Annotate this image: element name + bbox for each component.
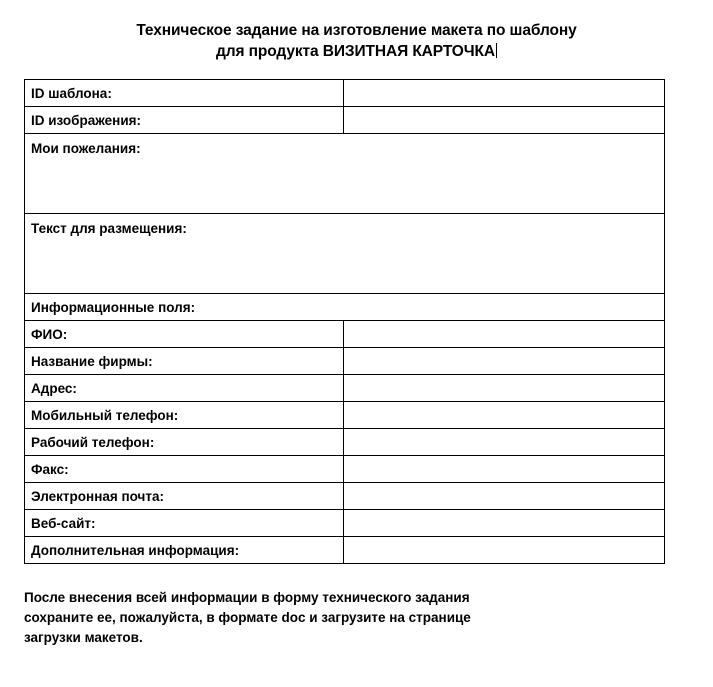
row-label-email <box>25 483 344 510</box>
row-value-text <box>344 375 664 381</box>
row-value-text <box>344 483 664 489</box>
row-value-template-id[interactable] <box>344 80 665 107</box>
table-row <box>25 348 665 375</box>
row-label-company-name <box>25 348 344 375</box>
row-label-template-id <box>25 80 344 107</box>
row-value-text <box>344 402 664 408</box>
row-label-text: ID шаблона: <box>31 86 112 101</box>
row-value-fax[interactable] <box>344 456 665 483</box>
row-value-website[interactable] <box>344 510 665 537</box>
row-value-full-name[interactable] <box>344 321 665 348</box>
row-label-additional-info <box>25 537 344 564</box>
row-value-work-phone[interactable] <box>344 429 665 456</box>
row-value-text <box>344 429 664 435</box>
row-label-text: Рабочий телефон: <box>31 435 155 450</box>
row-label-text: Название фирмы: <box>31 354 153 369</box>
specification-table-body <box>25 80 665 564</box>
row-label-full-name <box>25 321 344 348</box>
row-label-fax <box>25 456 344 483</box>
table-row <box>25 537 665 564</box>
row-label-text: Мобильный телефон: <box>31 408 179 423</box>
row-label-text: ФИО: <box>31 327 68 342</box>
row-label-website <box>25 510 344 537</box>
table-row <box>25 375 665 402</box>
table-row <box>25 214 665 294</box>
instructions-line-2: сохраните ее, пожалуйста, в формате doc и загрузите на странице <box>24 610 471 625</box>
row-value-text <box>344 456 664 462</box>
table-row <box>25 134 665 214</box>
table-row <box>25 107 665 134</box>
submission-instructions <box>24 588 674 648</box>
row-label-text: ID изображения: <box>31 113 141 128</box>
table-row <box>25 294 665 321</box>
row-value-address[interactable] <box>344 375 665 402</box>
table-row <box>25 402 665 429</box>
specification-table <box>24 79 665 564</box>
row-section-info-fields <box>25 294 665 321</box>
row-value-text <box>344 107 664 113</box>
page-title-line-1: Техническое задание на изготовление макета по шаблону <box>136 22 577 39</box>
row-value-text <box>344 510 664 516</box>
row-label-work-phone <box>25 429 344 456</box>
row-label-text: Факс: <box>31 462 69 477</box>
row-value-email[interactable] <box>344 483 665 510</box>
table-row <box>25 80 665 107</box>
row-label-image-id <box>25 107 344 134</box>
row-label-text: Адрес: <box>31 381 77 396</box>
row-value-text <box>344 348 664 354</box>
table-row <box>25 456 665 483</box>
row-label-text: Дополнительная информация: <box>31 543 240 558</box>
row-value-company-name[interactable] <box>344 348 665 375</box>
row-value-image-id[interactable] <box>344 107 665 134</box>
row-label-mobile-phone <box>25 402 344 429</box>
row-label-text: Веб-сайт: <box>31 516 96 531</box>
row-label-text: Информационные поля: <box>31 300 196 315</box>
row-label-text: Мои пожелания: <box>31 141 141 156</box>
row-label-text: Текст для размещения: <box>31 221 187 236</box>
row-value-additional-info[interactable] <box>344 537 665 564</box>
row-value-text <box>344 321 664 327</box>
row-label-text: Электронная почта: <box>31 489 164 504</box>
row-value-text <box>344 537 664 543</box>
row-placement-text[interactable] <box>25 214 665 294</box>
instructions-line-1: После внесения всей информации в форму технического задания <box>24 590 470 605</box>
row-wishes[interactable] <box>25 134 665 214</box>
text-caret <box>496 43 497 58</box>
row-value-mobile-phone[interactable] <box>344 402 665 429</box>
page-title-line-2 <box>24 41 689 62</box>
instructions-line-3: загрузки макетов. <box>24 630 143 645</box>
page-title-line-2-text: для продукта ВИЗИТНАЯ КАРТОЧКА <box>215 43 495 60</box>
table-row <box>25 429 665 456</box>
table-row <box>25 321 665 348</box>
row-label-address <box>25 375 344 402</box>
table-row <box>25 483 665 510</box>
row-value-text <box>344 80 664 86</box>
page-title <box>0 0 713 62</box>
table-row <box>25 510 665 537</box>
